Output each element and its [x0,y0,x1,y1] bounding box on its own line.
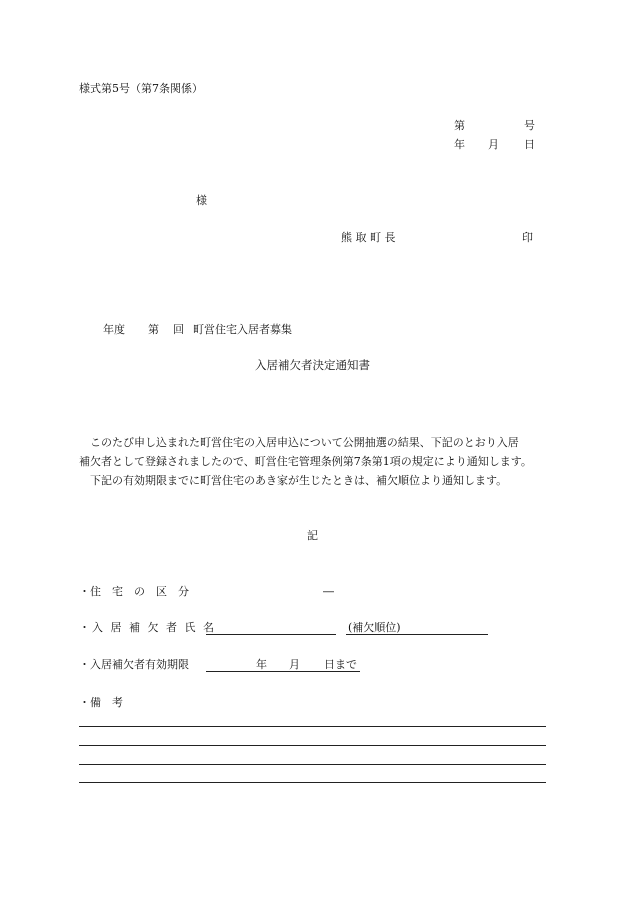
housing-label: ・住 宅 の 区 分 [79,585,189,598]
date-year: 年 [454,138,465,151]
ki-heading: 記 [307,529,318,542]
subject-dai: 第 [148,323,159,336]
subject-nendo: 年度 [103,323,125,336]
body-line-3: 下記の有効期限までに町営住宅のあき家が生じたときは、補欠順位より通知します。 [90,474,508,487]
remarks-line [79,745,546,746]
document-title: 入居補欠者決定通知書 [255,358,370,372]
validity-year: 年 [256,658,267,671]
subject-kai: 回 [173,323,184,336]
body-line-2: 補欠者として登録されましたので、町営住宅管理条例第7条第1項の規定により通知します。 [79,455,532,468]
subject-recruitment: 町営住宅入居者募集 [193,323,292,336]
seal-mark: 印 [522,231,533,244]
issuer-title: 熊 取 町 長 [341,231,396,244]
recipient-suffix: 様 [196,194,207,207]
validity-label: ・入居補欠者有効期限 [79,658,189,671]
remarks-line [79,782,546,783]
housing-value: ― [323,585,334,598]
remarks-label: ・備 考 [79,696,123,709]
doc-number-suffix: 号 [524,119,535,132]
doc-number-prefix: 第 [454,119,465,132]
rank-label: (補欠順位) [348,621,401,634]
body-line-1: このたび申し込まれた町営住宅の入居申込について公開抽選の結果、下記のとおり入居 [90,436,519,449]
validity-underline [206,671,360,672]
date-month: 月 [488,138,499,151]
rank-underline [346,634,488,635]
name-label: ・入 居 補 欠 者 氏 名 [79,621,216,634]
validity-month: 月 [289,658,300,671]
date-day: 日 [524,138,535,151]
form-number: 様式第5号（第7条関係） [79,82,203,95]
remarks-line [79,764,546,765]
validity-day: 日まで [324,658,357,671]
name-underline [206,634,336,635]
remarks-line [79,726,546,727]
body-text [79,433,549,490]
